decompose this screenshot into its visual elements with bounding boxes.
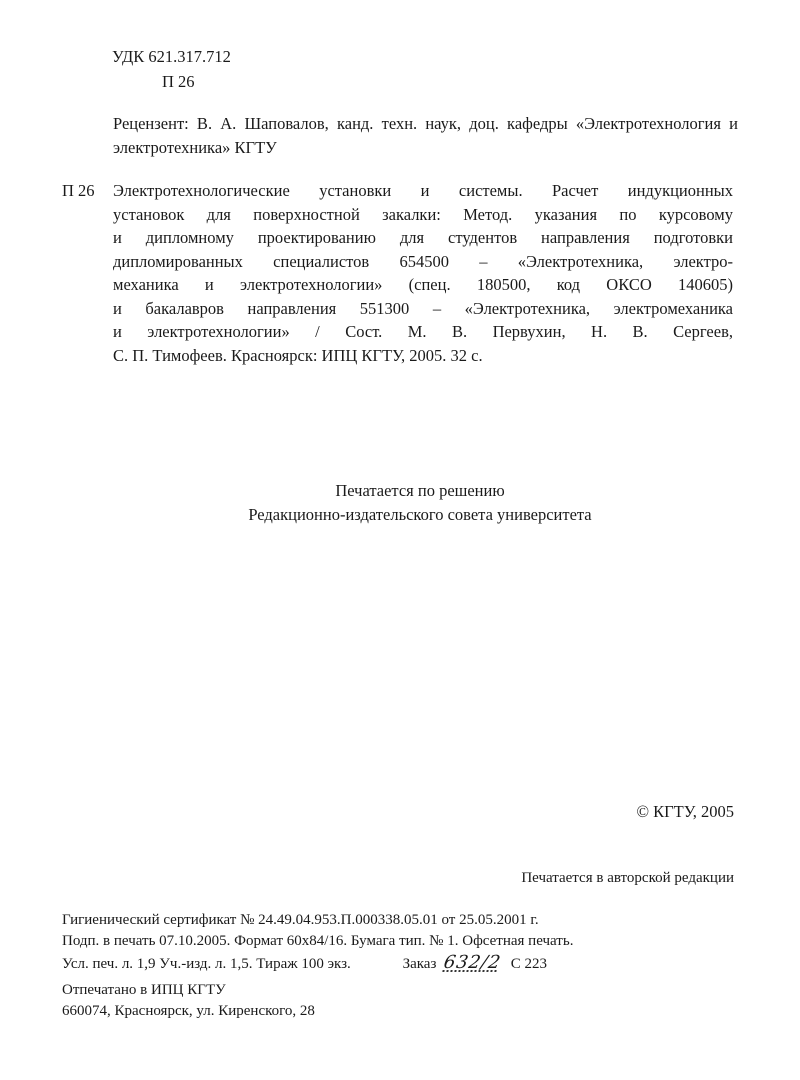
udk-classification: УДК 621.317.712 (112, 47, 231, 66)
order-suffix: С 223 (510, 956, 548, 972)
author-sign-code: П 26 (162, 72, 195, 91)
reviewer-note: Рецензент: В. А. Шаповалов, канд. техн. наук, доц. кафедры «Электротехнология и электротехника» КГТУ (113, 114, 738, 157)
hygiene-certificate: Гигиенический сертификат № 24.49.04.953.П.000338.05.01 от 25.05.2001 г. (62, 912, 539, 928)
sheets-and-circulation (62, 952, 682, 973)
bibliography-index: П 26 (62, 181, 95, 200)
bibliography-line: Электротехнологические установки и системы. Расчет индукционных (113, 181, 733, 200)
bibliography-line: и бакалавров направления 551300 – «Электротехника, электромеханика (113, 298, 733, 318)
bibliography-line: механика и электротехнологии» (спец. 180500, код ОКСО 140605) (113, 275, 733, 294)
imprint-details (62, 910, 682, 973)
bibliography-line: и электротехнологии» / Сост. М. В. Первухин, Н. В. Сергеев, (113, 322, 733, 341)
printing-address: 660074, Красноярск, ул. Киренского, 28 (62, 1003, 315, 1019)
order-info (403, 952, 547, 975)
copyright-notice: © КГТУ, 2005 (636, 802, 734, 821)
author-edition-note: Печатается в авторской редакции (521, 870, 734, 886)
handwritten-order-number: 632/2 (442, 952, 503, 973)
bibliography-line: С. П. Тимофеев. Красноярск: ИПЦ КГТУ, 2005. 32 с. (113, 345, 483, 365)
approval-line-2: Редакционно-издательского совета университета (248, 504, 592, 524)
print-signing-info: Подп. в печать 07.10.2005. Формат 60x84/16. Бумага тип. № 1. Офсетная печать. (62, 933, 574, 949)
sheets-info: Усл. печ. л. 1,9 Уч.-изд. л. 1,5. Тираж 100 экз. (62, 956, 351, 972)
bibliographic-description (113, 179, 733, 367)
bibliography-line: дипломированных специалистов 654500 – «Электротехника, электро- (113, 251, 733, 271)
printed-at: Отпечатано в ИПЦ КГТУ (62, 982, 226, 998)
order-label: Заказ (402, 956, 437, 972)
bibliography-line: установок для поверхностной закалки: Метод. указания по курсовому (113, 204, 733, 224)
printing-house (62, 980, 462, 1022)
bibliography-line: и дипломному проектированию для студентов направления подготовки (113, 228, 733, 247)
approval-line-1: Печатается по решению (335, 481, 505, 500)
publication-approval (200, 479, 640, 526)
